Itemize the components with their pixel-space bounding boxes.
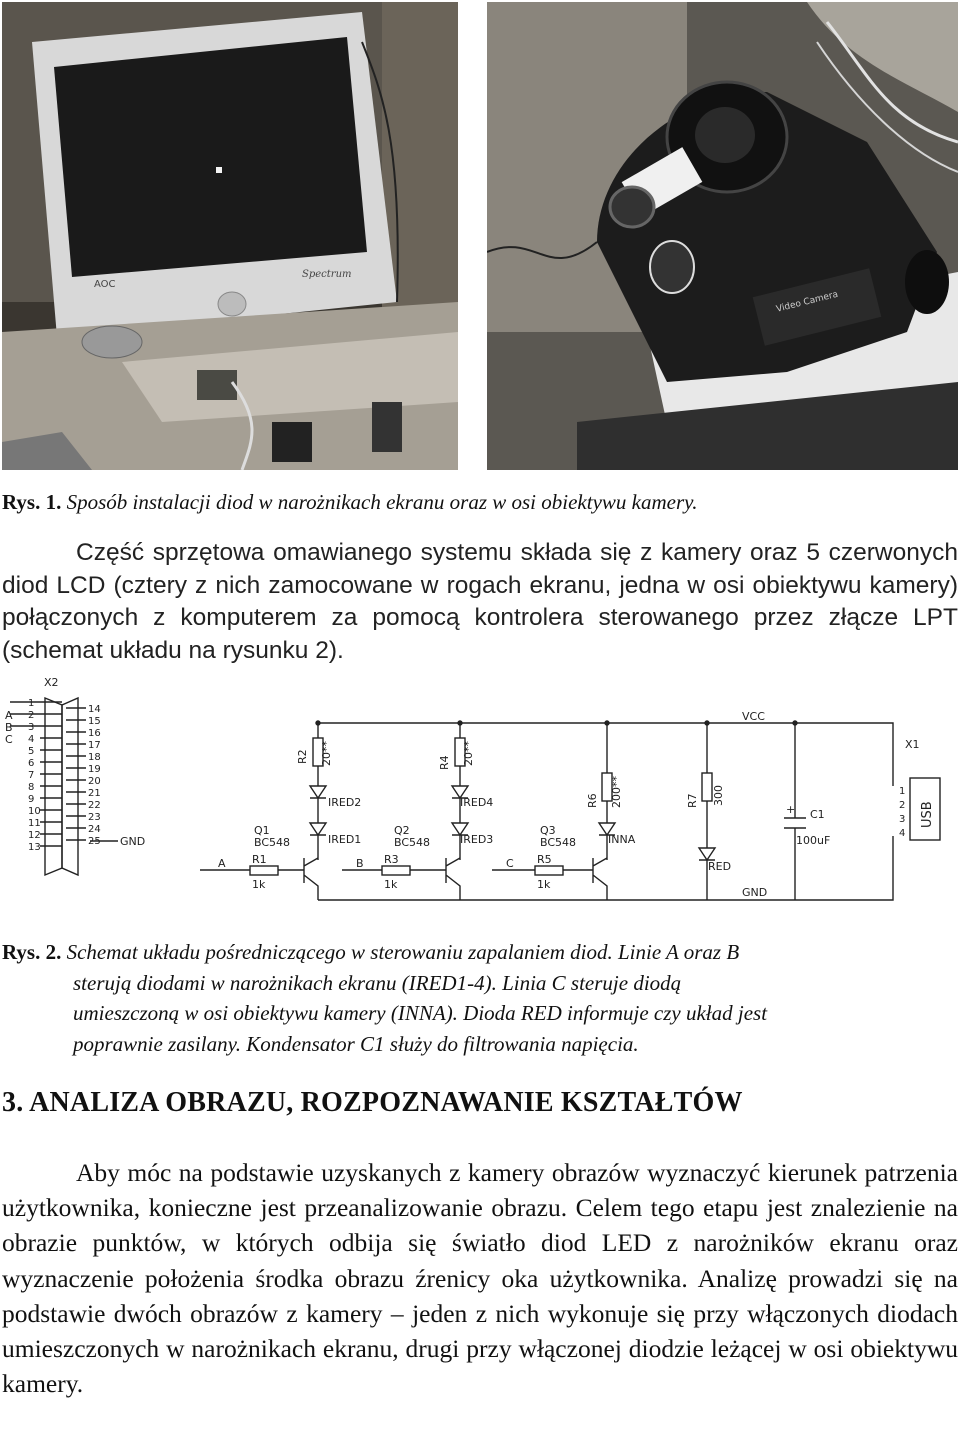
- connector-pin-label: 21: [88, 788, 101, 799]
- connector-pin-label: 24: [88, 824, 101, 835]
- connector-pin-label: 18: [88, 752, 101, 763]
- r4-value: 20**: [462, 741, 475, 766]
- line-c-label: C: [5, 733, 13, 746]
- line-a-label: A: [5, 709, 13, 722]
- connector-pin-label: 20: [88, 776, 101, 787]
- gnd-label-left: GND: [120, 835, 146, 848]
- camera-label-text: Video Camera: [775, 289, 840, 315]
- r6-value: 200**: [610, 776, 623, 808]
- usb-pin-label: 1: [899, 786, 906, 797]
- connector-left-pins: [10, 698, 62, 853]
- connector-pin-label: 23: [88, 812, 101, 823]
- q1-name: Q1: [254, 824, 270, 837]
- figure1-caption-text: Sposób instalacji diod w narożnikach ekranu oraz w osi obiektywu kamery.: [66, 490, 698, 514]
- connector-pin-label: 12: [28, 830, 41, 841]
- q2-type: BC548: [394, 836, 431, 849]
- r2-value: 20**: [320, 741, 333, 766]
- r5-value: 1k: [537, 878, 551, 891]
- connector-pin-label: 15: [88, 716, 101, 727]
- connector-pin-label: 22: [88, 800, 101, 811]
- connector-pin-label: 3: [28, 722, 35, 733]
- figure2-caption-line3: umieszczoną w osi obiektywu kamery (INNA). Dioda RED informuje czy układ jest: [73, 1001, 768, 1025]
- figure2-caption-line1: Schemat układu pośredniczącego w sterowaniu zapalaniem diod. Linie A oraz B: [66, 940, 740, 964]
- ired2-label: IRED2: [328, 796, 362, 809]
- inna-label: INNA: [608, 833, 636, 846]
- figure2-caption: [2, 937, 952, 1059]
- r5-name: R5: [537, 853, 552, 866]
- r2-name: R2: [296, 749, 309, 764]
- usb-pin-label: 4: [899, 828, 906, 839]
- c1-value: 100uF: [796, 834, 831, 847]
- section-title: ANALIZA OBRAZU, ROZPOZNAWANIE KSZTAŁTÓW: [29, 1087, 743, 1118]
- connector-pin-label: 7: [28, 770, 35, 781]
- wire-b-label: B: [356, 857, 364, 870]
- x2-label: X2: [44, 678, 59, 689]
- r4-name: R4: [438, 755, 451, 770]
- usb-pins: [899, 786, 905, 839]
- ired1-label: IRED1: [328, 833, 362, 846]
- vcc-label: VCC: [742, 710, 765, 723]
- line-b-label: B: [5, 721, 13, 734]
- q2-name: Q2: [394, 824, 410, 837]
- connector-pin-label: 9: [28, 794, 35, 805]
- q3-type: BC548: [540, 836, 577, 849]
- connector-pin-label: 4: [28, 734, 35, 745]
- photo-monitor-with-diodes: [2, 2, 458, 470]
- r7-value: 300: [712, 785, 725, 806]
- q1-type: BC548: [254, 836, 291, 849]
- connector-pin-label: 2: [28, 710, 35, 721]
- figure2-caption-line4: poprawnie zasilany. Kondensator C1 służy do filtrowania napięcia.: [73, 1031, 639, 1056]
- connector-pin-label: 14: [88, 704, 101, 715]
- connector-pin-label: 5: [28, 746, 35, 757]
- connector-pin-label: 8: [28, 782, 35, 793]
- figure2-label: Rys. 2.: [2, 940, 62, 964]
- c1-name: C1: [810, 808, 825, 821]
- connector-pin-label: 11: [28, 818, 41, 829]
- monitor-brand-text: AOC: [94, 279, 116, 290]
- paragraph1-text: Część sprzętowa omawianego systemu składa się z kamery oraz 5 czerwonych diod LCD (cztery z nich zamocowane w rogach ekranu, jedna w osi obiektywu kamery) połączonych z komputerem za pomocą kontrolera sterowanego przez złącze LPT (schemat układu na rysunku 2).: [2, 539, 958, 664]
- section-heading: [2, 1087, 743, 1119]
- usb-pin-label: 3: [899, 814, 906, 825]
- ired3-label: IRED3: [460, 833, 494, 846]
- ired4-label: IRED4: [460, 796, 494, 809]
- connector-pin-label: 25: [88, 836, 101, 847]
- wire-c-label: C: [506, 857, 514, 870]
- wire-a-label: A: [218, 857, 226, 870]
- paragraph2-text: Aby móc na podstawie uzyskanych z kamery obrazów wyznaczyć kierunek patrzenia użytkownika, konieczne jest przeanalizowanie obrazu. Celem tego etapu jest znalezienie na obrazie punktów, w których odbija się światło diod LED z narożników ekranu oraz wyznaczenie położenia środka obrazu źrenicy oka użytkownika. Analizę prowadzi się na podstawie dwóch obrazów z kamery – jeden z nich wykonuje się przy włączonych diodach umieszczonych w narożnikach ekranu, drugi przy włączonej diodzie leżącej w osi obiektywu kamery.: [2, 1158, 958, 1399]
- r1-name: R1: [252, 853, 267, 866]
- connector-pin-label: 1: [28, 698, 35, 709]
- r3-value: 1k: [384, 878, 398, 891]
- x1-label: X1: [905, 738, 920, 751]
- figure1-label: Rys. 1.: [2, 490, 62, 514]
- gnd-label-bottom: GND: [742, 886, 768, 899]
- r1-value: 1k: [252, 878, 266, 891]
- connector-pin-label: 19: [88, 764, 101, 775]
- photo-camera-with-diode: [487, 2, 958, 470]
- connector-pin-label: 13: [28, 842, 41, 853]
- circuit-schematic: [0, 678, 960, 903]
- connector-right-pins: [66, 704, 101, 847]
- usb-pin-label: 2: [899, 800, 906, 811]
- usb-label: USB: [920, 801, 935, 828]
- figure2-caption-line2: sterują diodami w narożnikach ekranu (IRED1-4). Linia C steruje diodą: [73, 970, 682, 995]
- r6-name: R6: [586, 793, 599, 808]
- r3-name: R3: [384, 853, 399, 866]
- q3-name: Q3: [540, 824, 556, 837]
- paragraph-image-analysis: [2, 1155, 958, 1401]
- red-label: RED: [708, 860, 732, 873]
- connector-pin-label: 16: [88, 728, 101, 739]
- connector-pin-label: 17: [88, 740, 101, 751]
- connector-pin-label: 6: [28, 758, 35, 769]
- connector-pin-label: 10: [28, 806, 41, 817]
- r7-name: R7: [686, 793, 699, 808]
- section-number: 3.: [2, 1087, 24, 1118]
- monitor-model-text: Spectrum: [302, 269, 352, 280]
- paragraph-hardware: [2, 537, 958, 667]
- c1-sign: +: [786, 803, 796, 816]
- figure1-caption: [2, 489, 698, 516]
